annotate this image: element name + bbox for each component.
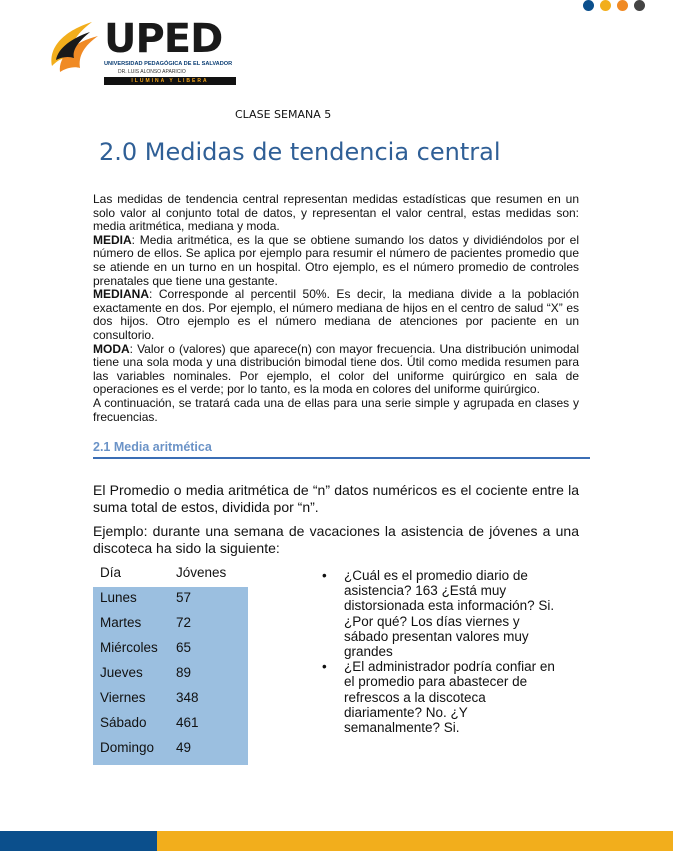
table-row xyxy=(100,590,191,605)
mediana-definition xyxy=(93,288,579,342)
definition-paragraph: El Promedio o media aritmética de “n” datos numéricos es el cociente entre la suma total de estos, dividida por “n”. xyxy=(93,482,579,515)
table-cell-day: Sábado xyxy=(100,715,147,730)
header-youths: Jóvenes xyxy=(176,565,227,580)
table-cell-day: Lunes xyxy=(100,590,137,605)
list-item xyxy=(320,659,560,735)
section-divider xyxy=(93,457,590,459)
moda-term: MODA xyxy=(93,341,130,356)
table-cell-count: 348 xyxy=(176,690,199,705)
table-cell-day: Martes xyxy=(100,615,142,630)
closing-paragraph: A continuación, se tratará cada una de ellas para una serie simple y agrupada en clases y frecuencias. xyxy=(93,395,579,424)
example-paragraph: Ejemplo: durante una semana de vacaciones la asistencia de jóvenes a una discoteca ha sido la siguiente: xyxy=(93,523,579,556)
footer-bar-gold xyxy=(157,831,673,851)
table-row xyxy=(100,690,199,705)
mediana-text: : Corresponde al percentil 50%. Es decir, la mediana divide a la población exactamente en dos. Por ejemplo, el número mediana de hijos en el centro de salud “X” es dos hijos. Otro ejemplo es el número mediana de atenciones por paciente en un consultorio. xyxy=(93,287,579,342)
moda-definition xyxy=(93,343,579,397)
intro-text xyxy=(93,193,579,424)
question-text: ¿El administrador podría confiar en el promedio para abastecer de refrescos a la discoteca diariamente? No. ¿Y semanalmente? Si. xyxy=(344,659,555,736)
dot-blue xyxy=(583,0,594,11)
media-text: : Media aritmética, es la que se obtiene sumando los datos y dividiéndolos por el número de ellos. Se aplica por ejemplo para resumir el número de pacientes promedio que se atiende en un turno en un hospital. Otro ejemplo, es el número promedio de controles prenatales que tiene una gestante. xyxy=(93,232,579,288)
table-cell-day: Miércoles xyxy=(100,640,158,655)
table-header xyxy=(100,565,226,580)
media-term: MEDIA xyxy=(93,232,132,247)
table-row xyxy=(100,640,191,655)
logo-wordmark: UPED xyxy=(104,16,223,62)
bullet-icon: • xyxy=(322,568,327,583)
bullet-icon: • xyxy=(322,659,327,675)
footer-bar-blue xyxy=(0,831,157,851)
media-definition xyxy=(93,234,579,288)
table-row xyxy=(100,740,191,755)
table-cell-count: 49 xyxy=(176,740,192,755)
dot-gold xyxy=(600,0,611,11)
header-day: Día xyxy=(100,565,122,580)
logo-tagline: ILUMINA Y LIBERA xyxy=(104,77,236,85)
table-cell-day: Domingo xyxy=(100,740,155,755)
dot-gray xyxy=(634,0,645,11)
logo-founder-name: DR. LUIS ALONSO APARICIO xyxy=(118,69,186,75)
table-cell-day: Jueves xyxy=(100,665,143,680)
table-cell-count: 72 xyxy=(176,615,192,630)
dot-orange xyxy=(617,0,628,11)
page-title: 2.0 Medidas de tendencia central xyxy=(99,138,501,166)
table-cell-count: 65 xyxy=(176,640,192,655)
header-dots xyxy=(583,0,645,11)
class-week-label: CLASE SEMANA 5 xyxy=(235,108,332,121)
questions-list xyxy=(320,568,560,735)
list-item xyxy=(320,568,560,659)
intro-paragraph: Las medidas de tendencia central representan medidas estadísticas que resumen en un solo valor al conjunto total de datos, y representan el valor central, estas medidas son: media aritmética, mediana y moda. xyxy=(93,192,579,234)
moda-text: : Valor o (valores) que aparece(n) con mayor frecuencia. Una distribución unimodal tiene una sola moda y una distribución bimodal tiene dos. Útil como medida resumen para las variables nominales. Por ejemplo, el color del uniforme quirúrgico en sala de operaciones es el verde; por lo tanto, es la moda en colores del uniforme quirúrgico. xyxy=(93,341,579,397)
table-row xyxy=(100,665,191,680)
logo-university-name: UNIVERSIDAD PEDAGÓGICA DE EL SALVADOR xyxy=(104,61,233,67)
table-row xyxy=(100,615,191,630)
section-heading: 2.1 Media aritmética xyxy=(93,440,212,454)
table-cell-day: Viernes xyxy=(100,690,146,705)
flame-emblem-icon xyxy=(46,16,102,76)
table-cell-count: 461 xyxy=(176,715,199,730)
uped-logo xyxy=(46,14,246,90)
table-cell-count: 57 xyxy=(176,590,192,605)
table-row xyxy=(100,715,199,730)
mediana-term: MEDIANA xyxy=(93,287,149,302)
question-text: ¿Cuál es el promedio diario de asistencia? 163 ¿Está muy distorsionada esta información? Si. ¿Por qué? Los días viernes y sábado presentan valores muy grandes xyxy=(344,568,555,660)
table-cell-count: 89 xyxy=(176,665,192,680)
